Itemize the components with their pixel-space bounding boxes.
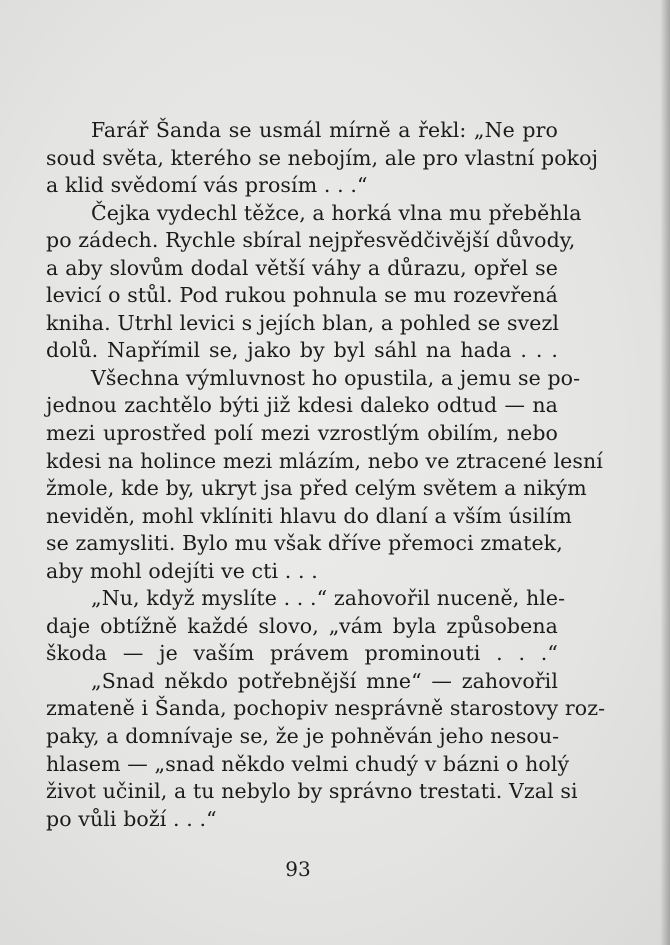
page-number: 93	[285, 857, 311, 881]
body-text	[46, 117, 606, 833]
text-line: a klid svědomí vás prosím . . .“	[46, 173, 368, 198]
page-number-container	[0, 857, 670, 881]
text-line: Čejka vydechl těžce, a horká vlna mu přeběhla	[91, 200, 582, 225]
text-line: paky, a domnívaje se, že je pohněván jeho nesou-	[46, 724, 560, 749]
text-line: jednou zachtělo býti již kdesi daleko odtud — na	[46, 393, 558, 418]
text-line: kniha. Utrhl levici s jejích blan, a pohled se svezl	[46, 310, 560, 335]
text-line: „Snad někdo potřebnější mne“ — zahovořil	[91, 668, 558, 693]
text-line: daje obtížně každé slovo, „vám byla způsobena	[46, 613, 558, 638]
text-line: mezi uprostřed polí mezi vzrostlým obilím, nebo	[46, 421, 558, 446]
text-line: se zamysliti. Bylo mu však dříve přemoci zmatek,	[46, 531, 563, 556]
text-line: hlasem — „snad někdo velmi chudý v bázni o holý	[46, 751, 570, 776]
text-line: Farář Šanda se usmál mírně a řekl: „Ne pro	[91, 118, 558, 142]
text-line: život učinil, a tu nebylo by správno trestati. Vzal si	[46, 779, 578, 804]
text-line: soud světa, kterého se nebojím, ale pro vlastní pokoj	[46, 145, 599, 170]
text-line: „Nu, když myslíte . . .“ zahovořil nuceně, hle-	[91, 586, 566, 611]
text-line: škoda — je vaším právem prominouti . . .“	[46, 641, 558, 666]
text-line: žmole, kde by, ukryt jsa před celým světem a nikým	[46, 476, 587, 501]
text-line: a aby slovům dodal větší váhy a důrazu, opřel se	[46, 255, 558, 280]
text-line: po vůli boží . . .“	[46, 806, 217, 831]
page-edge-shadow	[660, 0, 670, 945]
text-line: dolů. Napřímil se, jako by byl sáhl na hada . . .	[46, 338, 558, 363]
text-line: levicí o stůl. Pod rukou pohnula se mu rozevřená	[46, 283, 558, 308]
text-line: zmateně i Šanda, pochopiv nesprávně starostovy roz-	[46, 696, 606, 721]
text-line: neviděn, mohl vklíniti hlavu do dlaní a vším úsilím	[46, 503, 572, 528]
text-line: aby mohl odejíti ve cti . . .	[46, 558, 318, 583]
text-line: kdesi na holince mezi mlázím, nebo ve ztracené lesní	[46, 448, 603, 473]
text-line: Všechna výmluvnost ho opustila, a jemu se po-	[91, 365, 581, 390]
text-line: po zádech. Rychle sbíral nejpřesvědčivější důvody,	[46, 228, 576, 253]
